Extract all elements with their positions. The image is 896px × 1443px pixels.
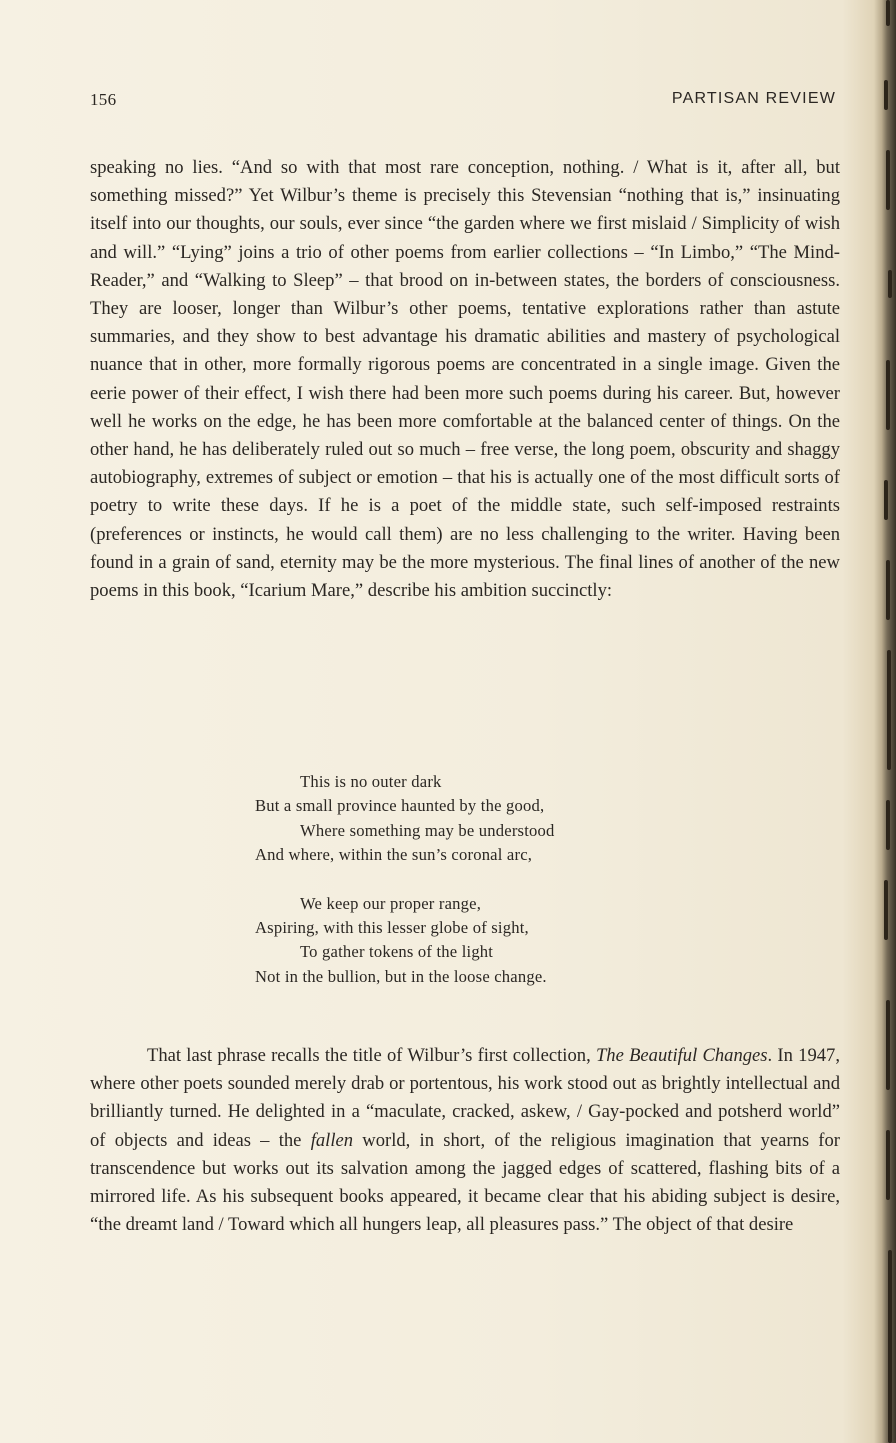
edge-mark bbox=[888, 270, 892, 298]
poem-line: Where something may be understood bbox=[300, 820, 555, 840]
paragraph-1 bbox=[90, 154, 840, 605]
paragraph-2-text bbox=[90, 1042, 840, 1239]
paragraph-1-text: speaking no lies. “And so with that most rare conception, nothing. / What is it, after all, but something missed?” Yet Wilbur’s theme is precisely this Stevensian “nothing that is,” insinuating itself into our thoughts, our souls, ever since “the garden where we first mislaid / Simplicity of wish and will.” “Lying” joins a trio of other poems from earlier collections – “In Limbo,” “The Mind-Reader,” and “Walking to Sleep” – that brood on in-between states, the borders of consciousness. They are looser, longer than Wilbur’s other poems, tentative explorations rather than astute summaries, and they show to best advantage his dramatic abilities and mastery of psychological nuance that in other, more formally rigorous poems are concentrated in a single image. Given the eerie power of their effect, I wish there had been more such poems during his career. But, however well he works on the edge, he has been more comfortable at the balanced center of things. On the other hand, he has deliberately ruled out so much – free verse, the long poem, obscurity and shaggy autobiography, extremes of subject or emotion – that his is actually one of the most difficult sorts of poetry to write these days. If he is a poet of the middle state, such self-imposed restraints (preferences or instincts, he would call them) are no less challenging to the writer. Having been found in a grain of sand, eternity may be the more mysterious. The final lines of another of the new poems in this book, “Icarium Mare,” describe his ambition succinctly: bbox=[90, 157, 840, 602]
edge-mark bbox=[888, 1250, 892, 1443]
page-number: 156 bbox=[90, 90, 117, 109]
paragraph-2-part-2: . In 1947, where other poets sounded merely drab or portentous, his work stood out as brightly intellectual and brilliantly turned. He delighted in a “maculate, cracked, askew, / Gay-pocked and potsherd world” of objects and ideas – the bbox=[90, 1045, 840, 1151]
edge-mark bbox=[886, 0, 890, 26]
edge-mark bbox=[887, 650, 891, 770]
poem-line: To gather tokens of the light bbox=[300, 942, 494, 962]
edge-mark bbox=[884, 80, 888, 110]
poem-line: But a small province haunted by the good, bbox=[255, 796, 545, 816]
running-head: PARTISAN REVIEW bbox=[671, 90, 836, 107]
paragraph-2-part-3: world, in short, of the religious imagination that yearns for transcendence but works out its salvation among the jagged edges of scattered, flashing bits of a mirrored life. As his subsequent books appeared, it became clear that his abiding subject is desire, “the dreamt land / Toward which all hungers leap, all pleasures pass.” The object of that desire bbox=[90, 1129, 840, 1236]
page-header bbox=[90, 90, 836, 114]
edge-mark bbox=[886, 360, 890, 430]
page-binding-edge bbox=[874, 0, 896, 1443]
edge-mark bbox=[884, 480, 888, 520]
paragraph-2 bbox=[90, 1042, 840, 1239]
poem-stanza-1 bbox=[255, 770, 555, 868]
poem-line: This is no outer dark bbox=[300, 772, 442, 791]
edge-mark bbox=[886, 560, 890, 620]
poem-line: We keep our proper range, bbox=[300, 893, 482, 913]
edge-mark bbox=[886, 800, 890, 850]
book-title-italic: The Beautiful Changes bbox=[595, 1045, 768, 1066]
italic-word: fallen bbox=[310, 1129, 354, 1151]
edge-mark bbox=[884, 880, 888, 940]
edge-mark bbox=[886, 1000, 890, 1090]
edge-mark bbox=[886, 1130, 890, 1200]
poem-excerpt bbox=[255, 770, 555, 989]
poem-stanza-2 bbox=[255, 892, 555, 990]
edge-mark bbox=[886, 150, 890, 210]
poem-line: Aspiring, with this lesser globe of sight, bbox=[255, 918, 529, 938]
poem-line: And where, within the sun’s coronal arc, bbox=[255, 845, 533, 865]
paragraph-2-part-1: That last phrase recalls the title of Wilbur’s first collection, bbox=[147, 1045, 596, 1066]
poem-line: Not in the bullion, but in the loose change. bbox=[255, 966, 547, 986]
